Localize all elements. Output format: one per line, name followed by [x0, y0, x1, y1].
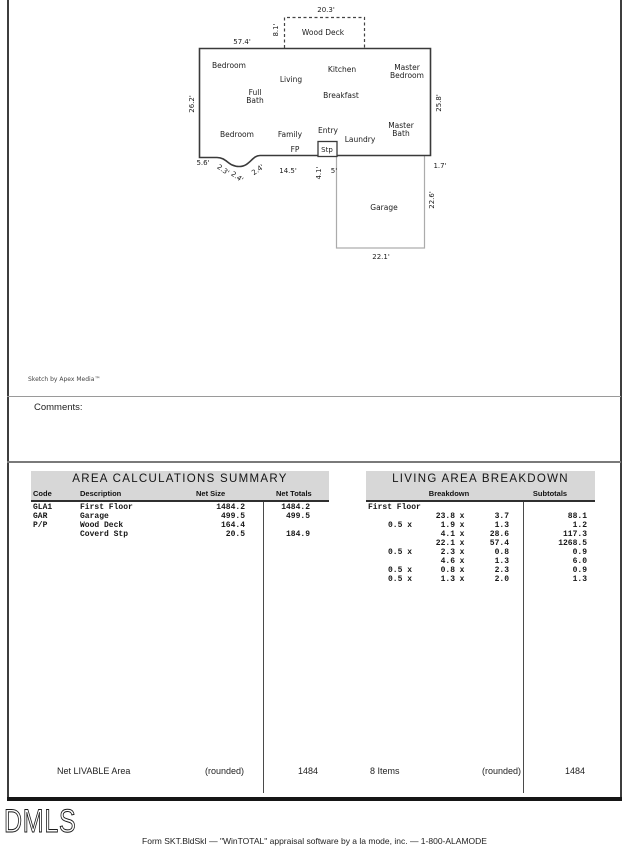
room-label-wood-deck: Wood Deck [301, 28, 345, 37]
cell-factor: 0.5 x [387, 575, 412, 584]
table-row [31, 512, 329, 521]
dim-bay-2: 2.4' [229, 169, 245, 185]
cell-v1: 4.1 [440, 530, 455, 539]
room-label-fireplace: FP [290, 145, 300, 154]
cell-net-size: 1484.2 [216, 503, 245, 512]
cell-net-size: 164.4 [220, 521, 245, 530]
area-summary-rows [31, 503, 329, 539]
area-summary-col-net-totals: Net Totals [276, 489, 312, 498]
breakdown-items-count: 8 Items [370, 766, 400, 776]
dim-deck-depth: 8.1' [272, 23, 280, 37]
dim-stoop-depth: 4.1' [315, 166, 323, 180]
table-row [366, 566, 595, 575]
cell-mult: x [459, 539, 465, 548]
cell-code: P/P [33, 521, 48, 530]
table-row [31, 503, 329, 512]
cell-v1: 0.8 [440, 566, 455, 575]
breakdown-rounded-label: (rounded) [481, 766, 521, 776]
living-breakdown-header-underline [366, 500, 595, 502]
table-row [366, 530, 595, 539]
dim-deck-width: 20.3' [317, 6, 335, 14]
floor-plan-drawing [0, 0, 629, 400]
cell-subtotal: 88.1 [567, 512, 587, 521]
cell-v2: 0.8 [494, 548, 509, 557]
table-row [366, 539, 595, 548]
table-row [31, 530, 329, 539]
area-summary-rounded-label: (rounded) [205, 766, 245, 776]
dim-house-left: 26.2' [188, 95, 196, 113]
cell-factor [366, 557, 412, 566]
cell-subtotal: 117.3 [562, 530, 587, 539]
dim-bottom-2: 14.5' [279, 167, 297, 175]
dim-bottom-1: 5.6' [196, 159, 210, 167]
cell-net-totals: 499.5 [285, 512, 310, 521]
form-footer-line: Form SKT.BldSkI — "WinTOTAL" appraisal software by a la mode, inc. — 1-800-ALAMODE [142, 836, 487, 846]
cell-v2: 1.3 [494, 557, 509, 566]
room-label-master-bath: Master Bath [388, 121, 414, 138]
cell-factor [366, 539, 412, 548]
cell-description: Garage [80, 512, 109, 521]
cell-v1: 1.3 [440, 575, 455, 584]
cell-subtotal: 1.2 [572, 521, 587, 530]
cell-v2: 3.7 [494, 512, 509, 521]
cell-net-size: 499.5 [220, 512, 245, 521]
table-row [366, 575, 595, 584]
cell-v2: 57.4 [489, 539, 509, 548]
comments-label: Comments: [34, 402, 83, 413]
cell-subtotal: 1.3 [572, 575, 587, 584]
table-row [366, 548, 595, 557]
living-breakdown-col-subtotals: Subtotals [532, 489, 568, 498]
page-bottom-border [7, 797, 622, 801]
cell-code: GAR [33, 512, 48, 521]
cell-mult: x [459, 566, 465, 575]
area-summary-title: AREA CALCULATIONS SUMMARY [72, 473, 288, 485]
cell-subtotal: 1268.5 [558, 539, 587, 548]
cell-mult: x [459, 530, 465, 539]
area-summary-col-code: Code [33, 489, 52, 498]
table-row [366, 521, 595, 530]
comments-section-divider [7, 461, 621, 463]
room-label-kitchen: Kitchen [327, 65, 357, 74]
dim-house-right: 25.8' [435, 94, 443, 112]
dmls-logo: DMLS [4, 803, 77, 839]
cell-net-totals: 1484.2 [281, 503, 310, 512]
dim-bay-3: 2.4' [250, 162, 266, 178]
room-label-bedroom-bottom-left: Bedroom [220, 130, 254, 139]
table-row [366, 557, 595, 566]
dim-garage-right: 22.6' [428, 191, 436, 209]
room-label-family: Family [277, 130, 303, 139]
sketch-credit: Sketch by Apex Media™ [28, 376, 101, 383]
cell-description: First Floor [80, 503, 133, 512]
cell-v1: 4.6 [440, 557, 455, 566]
cell-v2: 2.0 [494, 575, 509, 584]
cell-mult: x [459, 521, 465, 530]
cell-v1: 1.9 [440, 521, 455, 530]
living-breakdown-col-breakdown: Breakdown [428, 489, 470, 498]
cell-factor [366, 512, 412, 521]
cell-mult: x [459, 512, 465, 521]
cell-v2: 2.3 [494, 566, 509, 575]
dim-garage-bottom: 22.1' [372, 253, 390, 261]
room-label-living: Living [279, 75, 303, 84]
area-summary-col-description: Description [80, 489, 122, 498]
cell-v1: 23.8 [435, 512, 455, 521]
breakdown-total: 1484 [564, 766, 585, 776]
room-label-stoop: Stp [321, 146, 333, 154]
cell-mult: x [459, 575, 465, 584]
cell-code [33, 530, 80, 539]
net-livable-area-label: Net LIVABLE Area [57, 766, 131, 776]
dim-bay-1: 2.3' [215, 162, 231, 178]
cell-subtotal: 0.9 [572, 548, 587, 557]
area-summary-header-underline [31, 500, 329, 502]
cell-subtotal: 6.0 [572, 557, 587, 566]
table-row [366, 512, 595, 521]
room-label-laundry: Laundry [344, 135, 376, 144]
cell-factor: 0.5 x [387, 566, 412, 575]
cell-mult: x [459, 548, 465, 557]
room-label-full-bath: Full Bath [246, 88, 264, 105]
room-label-master-bedroom: Master Bedroom [390, 63, 424, 80]
living-breakdown-title: LIVING AREA BREAKDOWN [392, 473, 569, 485]
garage-outline [337, 156, 425, 249]
dim-stoop-width: 5' [330, 167, 338, 175]
living-breakdown-rows [366, 512, 595, 584]
cell-v1: 2.3 [440, 548, 455, 557]
area-summary-total: 1484 [297, 766, 318, 776]
dim-house-top: 57.4' [233, 38, 251, 46]
cell-description: Wood Deck [80, 521, 124, 530]
cell-factor: 0.5 x [387, 548, 412, 557]
room-label-garage: Garage [370, 203, 398, 212]
cell-v1: 22.1 [435, 539, 455, 548]
area-summary-column-divider [263, 502, 264, 793]
cell-factor: 0.5 x [387, 521, 412, 530]
cell-v2: 1.3 [494, 521, 509, 530]
area-summary-col-net-size: Net Size [196, 489, 226, 498]
cell-net-size: 20.5 [225, 530, 245, 539]
room-label-bedroom-top-left: Bedroom [212, 61, 246, 70]
cell-v2: 28.6 [489, 530, 509, 539]
table-row [31, 521, 329, 530]
cell-net-totals [245, 521, 310, 530]
cell-description: Coverd Stp [80, 530, 129, 539]
cell-net-totals: 184.9 [285, 530, 310, 539]
room-label-entry: Entry [318, 126, 338, 135]
cell-factor [366, 530, 412, 539]
room-label-breakfast: Breakfast [323, 91, 359, 100]
cell-mult: x [459, 557, 465, 566]
cell-code: GLA1 [33, 503, 53, 512]
breakdown-group-label: First Floor [368, 503, 421, 512]
dim-garage-offset: 1.7' [433, 162, 447, 170]
cell-subtotal: 0.9 [572, 566, 587, 575]
